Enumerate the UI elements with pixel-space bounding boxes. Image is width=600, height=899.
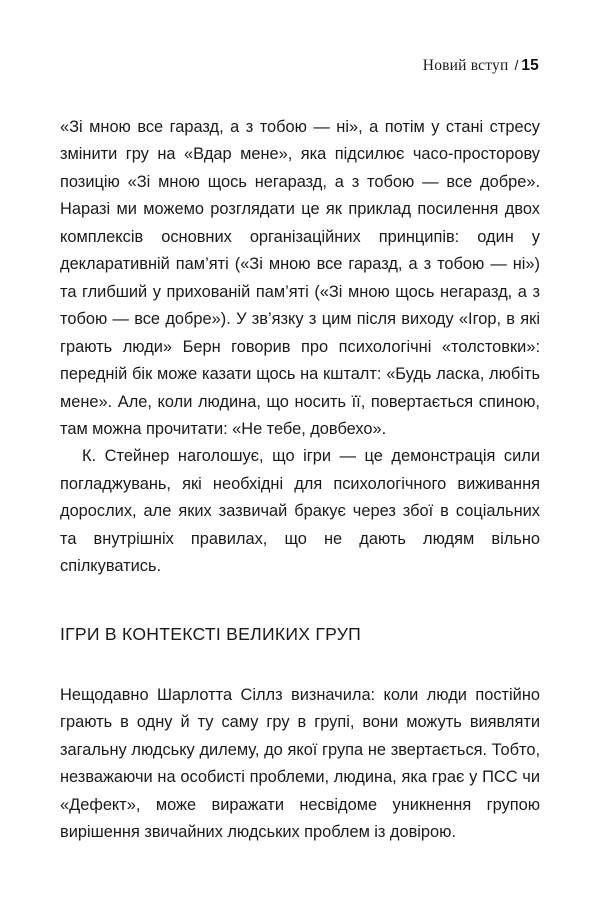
body-paragraph: «Зі мною все гаразд, а з тобою — ні», а потім у стані стресу змінити гру на «Вдар мене», яка підсилює часо-просторову позицію «Зі мною щось негаразд, а з тобою — все добре». Наразі ми можемо розглядати це як приклад посилення двох комплексів основних організаційних принципів: один у декларативній пам’яті («Зі мною все гаразд, а з тобою — ні») та глибший у прихованій пам’яті («Зі мною щось негаразд, а з тобою — все добре»). У зв’язку з цим після виходу «Ігор, в які грають люди» Берн говорив про психологічні «толстовки»: передній бік може казати щось на кшталт: «Будь ласка, любіть мене». Але, коли людина, що носить її, повертається спиною, там можна прочитати: «Не тебе, довбехо». <box>60 118 540 438</box>
running-head <box>60 58 539 74</box>
heading-spacer-below <box>60 648 540 682</box>
text-column <box>60 114 540 846</box>
body-paragraph: Нещодавно Шарлотта Сіллз визначила: коли люди постійно грають в одну й ту саму гру в групі, вони можуть виявляти загальну людську дилему, до якої група не звертається. Тобто, незважаючи на особисті проблеми, людина, яка грає у ПСС чи «Дефект», може виражати несвідоме уникнення групою вирішення звичайних людських проблем із довірою. <box>60 685 540 841</box>
section-heading: ІГРИ В КОНТЕКСТІ ВЕЛИКИХ ГРУП <box>60 623 362 644</box>
running-head-separator: / <box>514 57 519 73</box>
running-head-title: Новий вступ <box>422 57 509 74</box>
page-number: 15 <box>521 57 539 74</box>
body-paragraph: К. Стейнер наголошує, що ігри — це демонстрація сили погладжувань, які необхідні для психологічного виживання дорослих, але яких зазвичай бракує через збої в соціальних та внутрішніх правилах, що не дають людям вільно спілкуватись. <box>60 447 540 576</box>
heading-spacer-above <box>60 581 540 621</box>
